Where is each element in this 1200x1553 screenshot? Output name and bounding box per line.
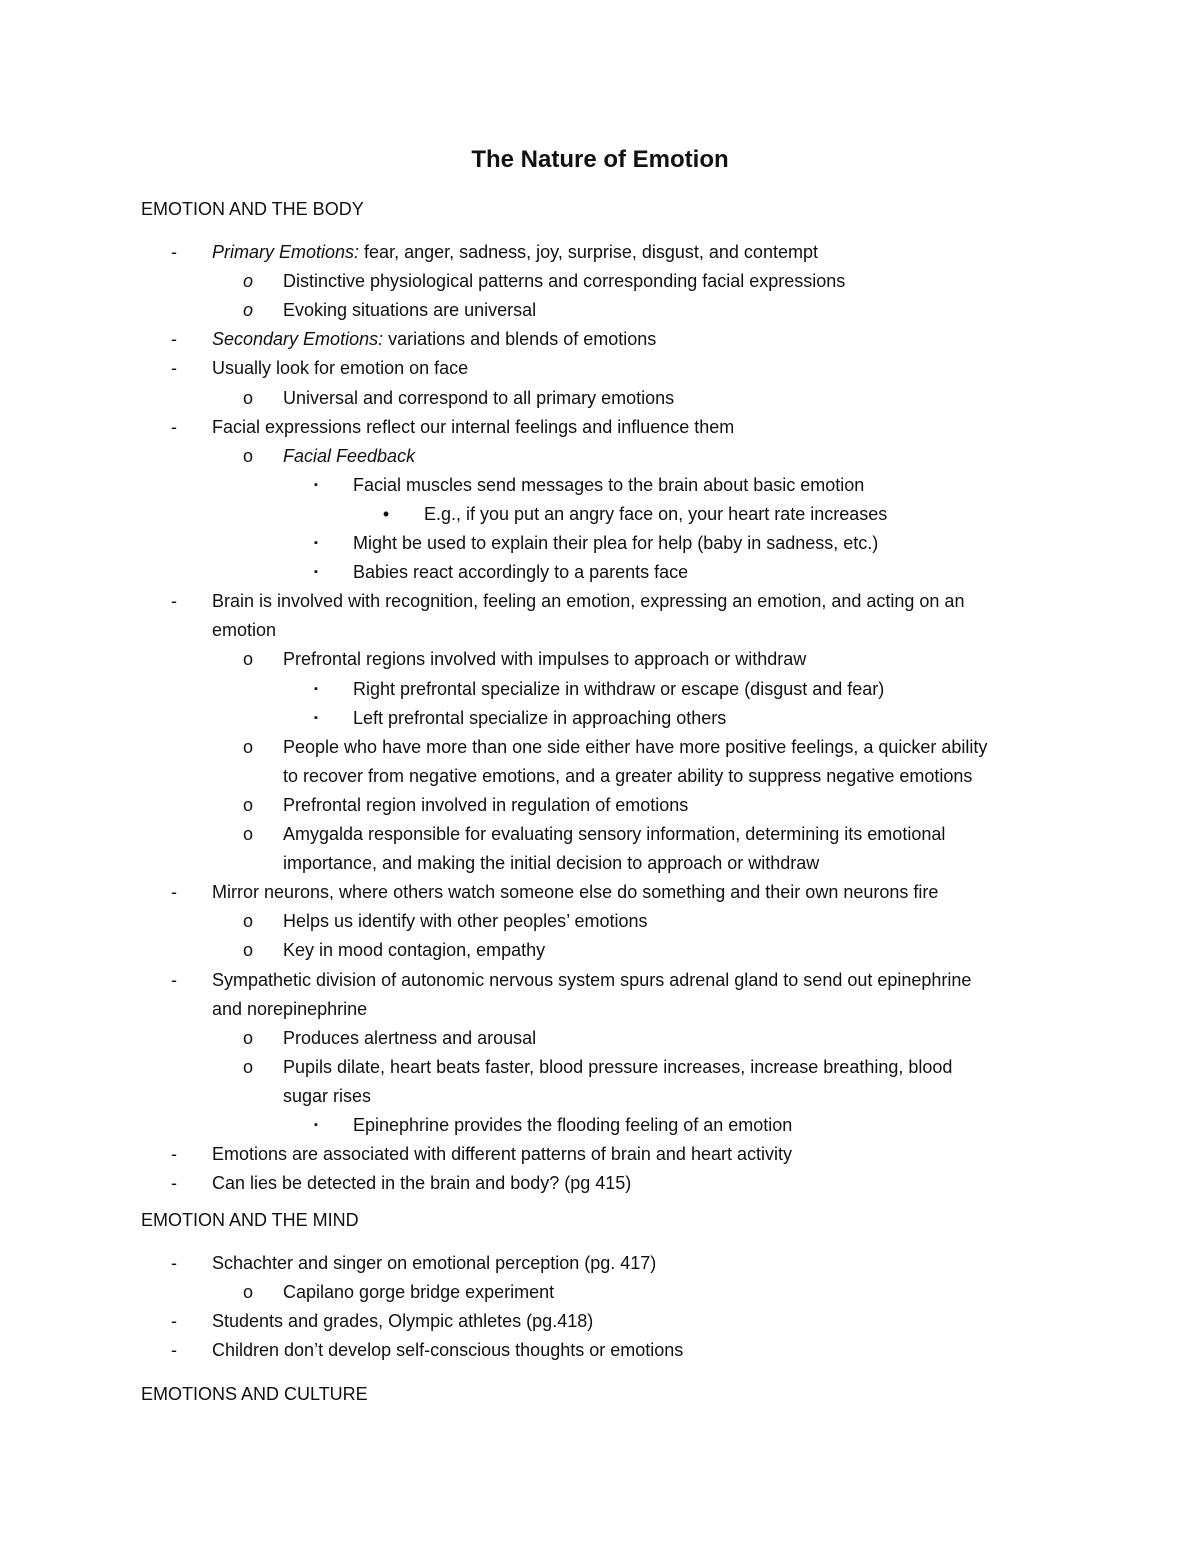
list-item	[212, 327, 656, 351]
item-text: Might be used to explain their plea for help (baby in sadness, etc.)	[353, 533, 879, 553]
list-item-continuation: emotion	[212, 620, 277, 641]
item-text: Emotions are associated with different patterns of brain and heart activity	[212, 1144, 792, 1165]
section-heading: EMOTION AND THE MIND	[141, 1210, 359, 1230]
item-text: fear, anger, sadness, joy, surprise, disgust, and contempt	[359, 242, 818, 262]
list-item	[212, 240, 818, 264]
bullet-marker: ▪	[314, 537, 318, 549]
list-item	[212, 1142, 792, 1166]
item-text: Epinephrine provides the flooding feeling of an emotion	[353, 1115, 793, 1135]
item-text: Amygalda responsible for evaluating sensory information, determining its emotional	[283, 824, 946, 844]
list-item	[283, 793, 688, 817]
bullet-marker: o	[242, 736, 253, 757]
list-item	[212, 880, 938, 904]
item-text: Children don’t develop self-conscious thoughts or emotions	[212, 1340, 684, 1361]
item-text: Prefrontal regions involved with impulses to approach or withdraw	[283, 649, 807, 670]
list-item	[353, 531, 878, 555]
item-text: Produces alertness and arousal	[283, 1027, 537, 1048]
list-item	[212, 589, 964, 613]
term-label: Secondary Emotions:	[212, 329, 384, 350]
list-item	[212, 415, 734, 439]
list-item	[212, 1338, 683, 1362]
item-text: variations and blends of emotions	[383, 329, 657, 350]
bullet-marker: -	[171, 358, 177, 379]
list-item	[283, 1026, 536, 1050]
list-item	[283, 298, 536, 322]
item-text: Pupils dilate, heart beats faster, blood pressure increases, increase breathing, blood	[283, 1056, 953, 1077]
bullet-marker: o	[242, 794, 253, 815]
list-item	[212, 1309, 593, 1333]
item-text: Sympathetic division of autonomic nervous system spurs adrenal gland to send out epinephrine	[212, 969, 972, 990]
item-text: Key in mood contagion, empathy	[283, 940, 546, 961]
list-item	[424, 502, 887, 526]
list-item	[283, 909, 648, 933]
list-item	[353, 706, 726, 730]
list-item	[353, 1113, 792, 1137]
bullet-marker: ▪	[314, 682, 318, 695]
page-title: The Nature of Emotion	[471, 146, 729, 173]
list-item	[212, 356, 468, 380]
list-item	[353, 560, 688, 584]
section-heading: EMOTION AND THE BODY	[141, 199, 364, 219]
item-text: Can lies be detected in the brain and body? (pg 415)	[212, 1173, 632, 1194]
list-item	[353, 677, 884, 701]
bullet-marker: -	[171, 1144, 177, 1165]
list-item	[283, 1055, 952, 1079]
item-text: Facial muscles send messages to the brain about basic emotion	[353, 474, 865, 495]
list-item	[283, 269, 845, 293]
item-text: Right prefrontal specialize in withdraw or escape (disgust and fear)	[353, 678, 885, 699]
bullet-marker: ▪	[314, 711, 318, 724]
bullet-marker: o	[242, 911, 253, 932]
bullet-marker: -	[171, 329, 177, 350]
list-item	[212, 1251, 656, 1275]
bullet-marker: -	[171, 969, 177, 990]
bullet-marker: o	[242, 940, 253, 961]
list-item	[283, 938, 545, 962]
item-text: Prefrontal region involved in regulation of emotions	[283, 794, 689, 815]
list-item	[212, 968, 971, 992]
list-item	[283, 822, 945, 846]
bullet-marker: -	[171, 416, 177, 437]
list-item-continuation: and norepinephrine	[212, 998, 368, 1019]
list-item	[283, 647, 806, 671]
bullet-marker: o	[242, 1027, 253, 1048]
bullet-marker: -	[171, 1340, 177, 1361]
item-text: People who have more than one side either have more positive feelings, a quicker ability	[283, 736, 988, 757]
bullet-marker: ▪	[314, 1119, 318, 1131]
list-item	[283, 735, 987, 759]
bullet-marker: -	[171, 242, 177, 262]
bullet-marker: -	[171, 1253, 177, 1273]
item-text: Mirror neurons, where others watch someone else do something and their own neurons fire	[212, 882, 939, 903]
list-item-continuation: importance, and making the initial decision to approach or withdraw	[283, 853, 820, 874]
list-item	[353, 473, 864, 497]
bullet-marker: -	[171, 591, 177, 612]
bullet-marker: o	[242, 649, 253, 670]
term-label: Facial Feedback	[283, 445, 416, 466]
item-text: Facial expressions reflect our internal feelings and influence them	[212, 416, 735, 437]
item-text: Helps us identify with other peoples’ emotions	[283, 911, 648, 932]
item-text: Evoking situations are universal	[283, 300, 537, 321]
item-text: Usually look for emotion on face	[212, 358, 469, 379]
item-text: E.g., if you put an angry face on, your heart rate increases	[424, 503, 888, 524]
bullet-marker: o	[242, 1056, 253, 1077]
bullet-marker: -	[171, 882, 177, 903]
bullet-marker: -	[171, 1311, 177, 1332]
item-text: Brain is involved with recognition, feeling an emotion, expressing an emotion, and acting on an	[212, 591, 965, 612]
bullet-marker: o	[242, 271, 253, 292]
item-text: Schachter and singer on emotional perception (pg. 417)	[212, 1253, 657, 1273]
bullet-marker: o	[242, 824, 253, 844]
list-item-continuation: sugar rises	[283, 1085, 372, 1106]
bullet-marker: ▪	[314, 566, 318, 579]
list-item	[212, 1171, 631, 1195]
item-text: Students and grades, Olympic athletes (pg.418)	[212, 1311, 594, 1332]
section-heading: EMOTIONS AND CULTURE	[141, 1384, 368, 1404]
term-label: Primary Emotions:	[212, 242, 360, 262]
bullet-marker: o	[242, 300, 253, 321]
bullet-marker: o	[242, 387, 253, 408]
bullet-marker: ▪	[314, 478, 318, 491]
list-item	[283, 1280, 554, 1304]
item-text: Distinctive physiological patterns and corresponding facial expressions	[283, 271, 846, 292]
bullet-marker: o	[242, 1282, 253, 1303]
list-item	[283, 444, 415, 468]
bullet-marker: o	[242, 445, 253, 466]
item-text: Capilano gorge bridge experiment	[283, 1282, 555, 1303]
item-text: Left prefrontal specialize in approaching others	[353, 707, 727, 728]
bullet-marker: -	[171, 1173, 177, 1194]
item-text: Babies react accordingly to a parents face	[353, 562, 689, 583]
list-item	[283, 386, 674, 410]
bullet-marker: •	[382, 503, 390, 524]
item-text: Universal and correspond to all primary emotions	[283, 387, 675, 408]
list-item-continuation: to recover from negative emotions, and a greater ability to suppress negative emotions	[283, 765, 973, 786]
